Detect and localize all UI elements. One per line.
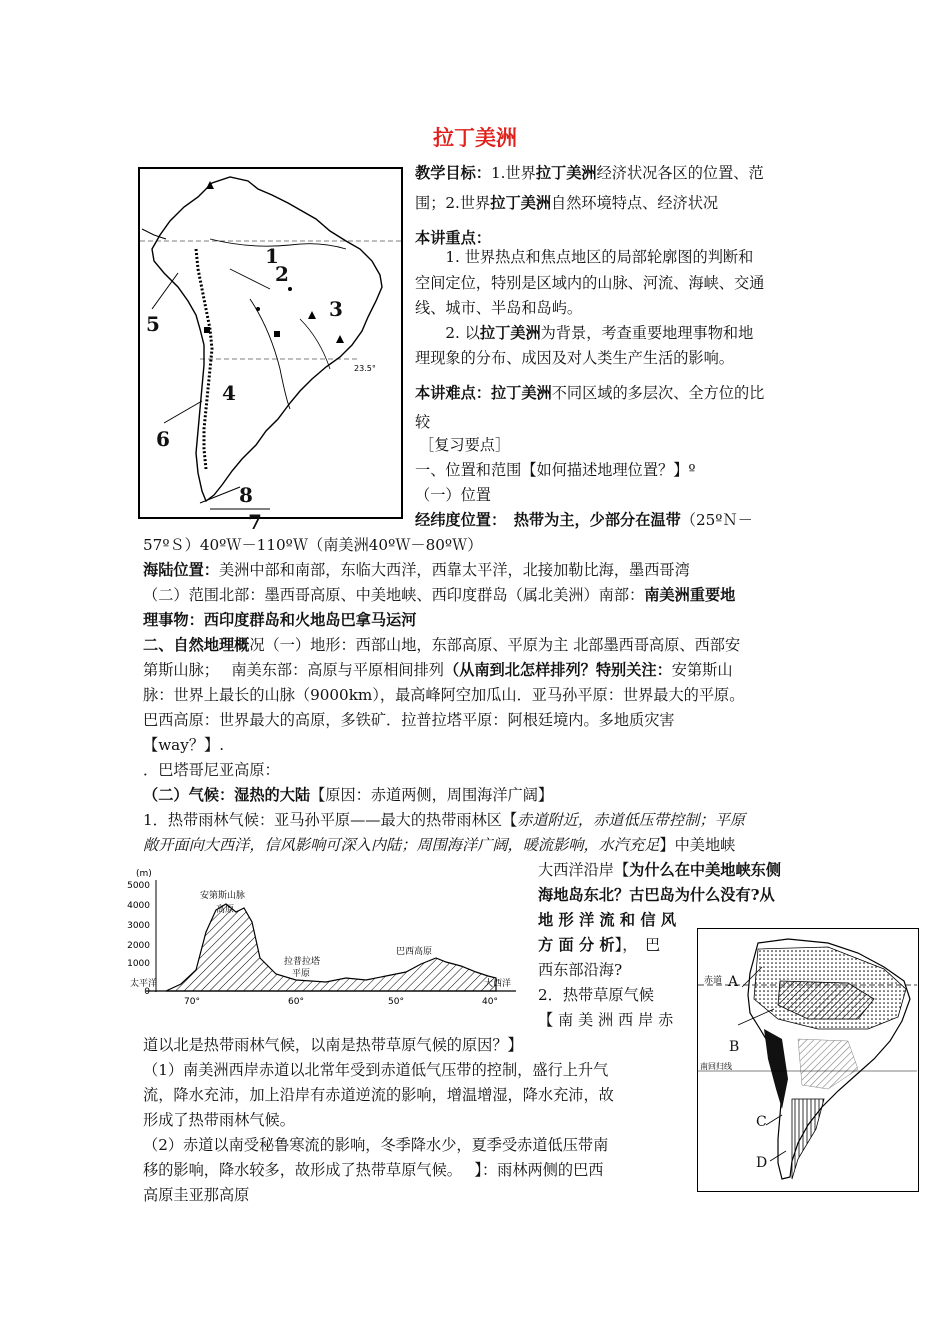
text-span: 】中美地峡 [659, 836, 736, 854]
text-span: 高原圭亚那高原 [143, 1186, 250, 1204]
text-span: 较 [415, 413, 431, 431]
bottom-text-line [143, 1060, 608, 1080]
terrain-profile-drawing [126, 862, 526, 1010]
text-span: 一、位置和范围【如何描述地理位置？】º [415, 461, 696, 479]
text-span: 本讲重点： [415, 229, 491, 247]
profile-unit: (m) [136, 869, 152, 879]
map-label-8: 8 [239, 483, 253, 507]
text-span: 二、自然地理概 [143, 636, 250, 654]
text-span: 拉丁美洲 [490, 194, 551, 212]
main-text-line [143, 585, 735, 605]
right-text-line [415, 348, 734, 368]
map-label-4: 4 [222, 381, 236, 405]
text-span: 【 南 美 洲 西 岸 赤 [538, 1011, 674, 1029]
label-pacific: 太平洋 [130, 979, 158, 989]
bottom-text-line [143, 1185, 249, 1205]
text-span: 】， 巴 [614, 936, 661, 954]
label-laplata-2: 平原 [292, 969, 311, 979]
text-span: 空间定位，特别是区域内的山脉、河流、海峡、交通 [415, 274, 765, 292]
right-text-line [415, 412, 430, 432]
main-text-line [143, 710, 675, 730]
climate-label-d: D [756, 1155, 768, 1171]
side-text-line [538, 910, 676, 930]
y-tick-5000: 5000 [127, 881, 150, 891]
x-tick-70: 70° [184, 997, 200, 1007]
climate-label-b: B [729, 1039, 740, 1055]
text-span: 形成了热带雨林气候。 [143, 1111, 295, 1129]
text-span: （二）气候：湿热的大陆 [143, 786, 311, 804]
text-span: 教学目标： [415, 164, 491, 182]
text-span: 流，降水充沛，加上沿岸有赤道逆流的影响，增温增湿，降水充沛，故 [143, 1086, 614, 1104]
x-tick-60: 60° [288, 997, 304, 1007]
y-tick-0: 0 [144, 987, 150, 997]
bottom-text-line [143, 1085, 614, 1105]
right-text-line [415, 298, 582, 318]
text-span: 经济状况各区的位置、范 [596, 164, 764, 182]
map-label-7: 7 [248, 510, 262, 534]
label-andes: 安第斯山脉 [200, 891, 246, 901]
south-america-map [138, 167, 403, 519]
map-label-5: 5 [146, 312, 160, 336]
bottom-text-line [143, 1135, 608, 1155]
text-span: 拉丁美洲 [490, 384, 552, 402]
text-span: 拉丁美洲 [535, 164, 597, 182]
text-span: 线、城市、半岛和岛屿。 [415, 299, 583, 317]
text-span: 1.世界 [490, 164, 536, 182]
text-span: （从南到北怎样排列？特别关注： [443, 661, 672, 679]
right-text-line [415, 383, 764, 403]
text-span: 自然环境特点、经济状况 [551, 194, 719, 212]
text-span: 57ºＳ）40ºＷ－110ºＷ（南美洲40ºＷ－80ºＷ） [143, 536, 483, 554]
side-text-line [538, 860, 781, 880]
main-text-line [143, 835, 735, 855]
text-span: 赤道附近，赤道低压带控制；平原 [517, 811, 745, 829]
text-span: 围；2.世界 [415, 194, 491, 212]
main-text-line [143, 760, 280, 780]
text-span: 美洲中部和南部，东临大西洋，西靠太平洋，北接加勒比海，墨西哥湾 [218, 561, 690, 579]
text-span: （一）位置 [415, 486, 491, 504]
text-span: ［复习要点］ [419, 436, 511, 454]
bottom-text-line [143, 1110, 295, 1130]
right-text-line [419, 435, 510, 455]
main-text-line [143, 685, 744, 705]
text-span: 地 形 洋 流 和 信 风 [538, 911, 677, 929]
bottom-text-line [143, 1035, 523, 1055]
main-text-line [143, 610, 416, 630]
map-label-3: 3 [329, 297, 343, 321]
right-text-line [415, 323, 753, 343]
right-text-line [415, 485, 491, 505]
right-text-line [415, 510, 753, 530]
text-span: （二）范围北部：墨西哥高原、中美地峡、西印度群岛（属北美洲）南部： [143, 586, 645, 604]
y-tick-2000: 2000 [127, 941, 150, 951]
text-span: 2. 以 [415, 324, 480, 342]
text-span: 脉：世界上最长的山脉（9000km），最高峰阿空加瓜山．亚马孙平原：世界最大的平原。 [143, 686, 745, 704]
right-text-line [415, 247, 753, 267]
equator-label: 赤道 [704, 976, 723, 986]
text-span: 理现象的分布、成因及对人类生产生活的影响。 [415, 349, 734, 367]
main-text-line [143, 735, 224, 755]
climate-label-c: C [756, 1114, 767, 1130]
text-span: 不同区域的多层次、全方位的比 [551, 384, 765, 402]
x-tick-40: 40° [482, 997, 498, 1007]
text-span: 【原因：赤道两侧，周围海洋广阔】 [310, 786, 554, 804]
main-text-line [143, 810, 745, 830]
y-tick-3000: 3000 [127, 921, 150, 931]
text-span: 2．热带草原气候 [538, 986, 654, 1004]
text-span: 海地岛东北？古巴岛为什么没有?从 [538, 886, 775, 904]
right-text-line [415, 193, 718, 213]
side-text-line [538, 1010, 673, 1030]
text-span: 道以北是热带雨林气候，以南是热带草原气候的原因？】 [143, 1036, 523, 1054]
text-span: 西东部沿海? [538, 961, 623, 979]
terrain-profile-figure [126, 862, 526, 1010]
text-span: （2）赤道以南受秘鲁寒流的影响，冬季降水少，夏季受赤道低压带南 [143, 1136, 609, 1154]
text-span: 南美洲重要地 [644, 586, 736, 604]
text-span: 拉丁美洲 [479, 324, 541, 342]
page-title: 拉丁美洲 [433, 126, 517, 150]
text-span: 移的影响，降水较多，故形成了热带草原气候。 】：雨林两侧的巴西 [143, 1161, 604, 1179]
main-text-line [143, 635, 740, 655]
side-text-line [538, 885, 775, 905]
right-text-line [415, 163, 764, 183]
text-span: 经纬度位置： 热带为主，少部分在温带 [415, 511, 681, 529]
label-plateau: 高原 [216, 905, 235, 915]
tropic-label-2: 南回归线 [700, 1062, 732, 1071]
main-text-line [143, 560, 690, 580]
text-span: 大西洋沿岸【 [538, 861, 630, 879]
text-span: 第斯山脉； 南美东部：高原与平原相间排列 [143, 661, 444, 679]
text-span: 为背景，考查重要地理事物和地 [540, 324, 754, 342]
text-span: 为什么在中美地峡东侧 [629, 861, 781, 879]
label-brazil-plateau: 巴西高原 [396, 947, 433, 957]
map-label-1: 1 [265, 244, 279, 268]
right-text-line [415, 460, 696, 480]
text-span: 方 面 分 析 [538, 936, 615, 954]
x-tick-50: 50° [388, 997, 404, 1007]
climate-map [697, 928, 919, 1192]
bottom-text-line [143, 1160, 603, 1180]
main-text-line [143, 660, 733, 680]
text-span: 1．热带雨林气候：亚马孙平原——最大的热带雨林区【 [143, 811, 518, 829]
right-text-line [415, 228, 491, 248]
side-text-line [538, 960, 622, 980]
map-label-2: 2 [275, 262, 289, 286]
text-span: 海陆位置： [143, 561, 219, 579]
text-span: 【way？】. [143, 736, 225, 754]
y-tick-4000: 4000 [127, 901, 150, 911]
text-span: 本讲难点： [415, 384, 491, 402]
main-text-line [143, 785, 553, 805]
right-text-line [415, 273, 764, 293]
label-atlantic: 大西洋 [484, 979, 512, 989]
side-text-line [538, 935, 660, 955]
text-span: 1. 世界热点和焦点地区的局部轮廓图的判断和 [415, 248, 754, 266]
climate-map-drawing [698, 929, 917, 1190]
text-span: 敞开面向大西洋，信风影响可深入内陆；周围海洋广阔，暖流影响，水汽充足 [143, 836, 660, 854]
text-span: 理事物：西印度群岛和火地岛巴拿马运河 [143, 611, 417, 629]
y-tick-1000: 1000 [127, 959, 150, 969]
side-text-line [538, 985, 654, 1005]
text-span: 安第斯山 [671, 661, 733, 679]
tropic-label: 23.5° [354, 364, 376, 373]
climate-label-a: A [728, 974, 739, 990]
south-america-map-drawing [140, 169, 401, 517]
text-span: 况（一）地形：西部山地，东部高原、平原为主 北部墨西哥高原、西部安 [249, 636, 741, 654]
text-span: ．巴塔哥尼亚高原： [143, 761, 280, 779]
label-laplata-1: 拉普拉塔 [284, 957, 321, 967]
text-span: （25ºＮ－ [680, 511, 753, 529]
map-label-6: 6 [156, 427, 170, 451]
main-text-line [143, 535, 482, 555]
text-span: 巴西高原：世界最大的高原，多铁矿．拉普拉塔平原：阿根廷境内。多地质灾害 [143, 711, 675, 729]
text-span: （1）南美洲西岸赤道以北常年受到赤道低气压带的控制，盛行上升气 [143, 1061, 609, 1079]
